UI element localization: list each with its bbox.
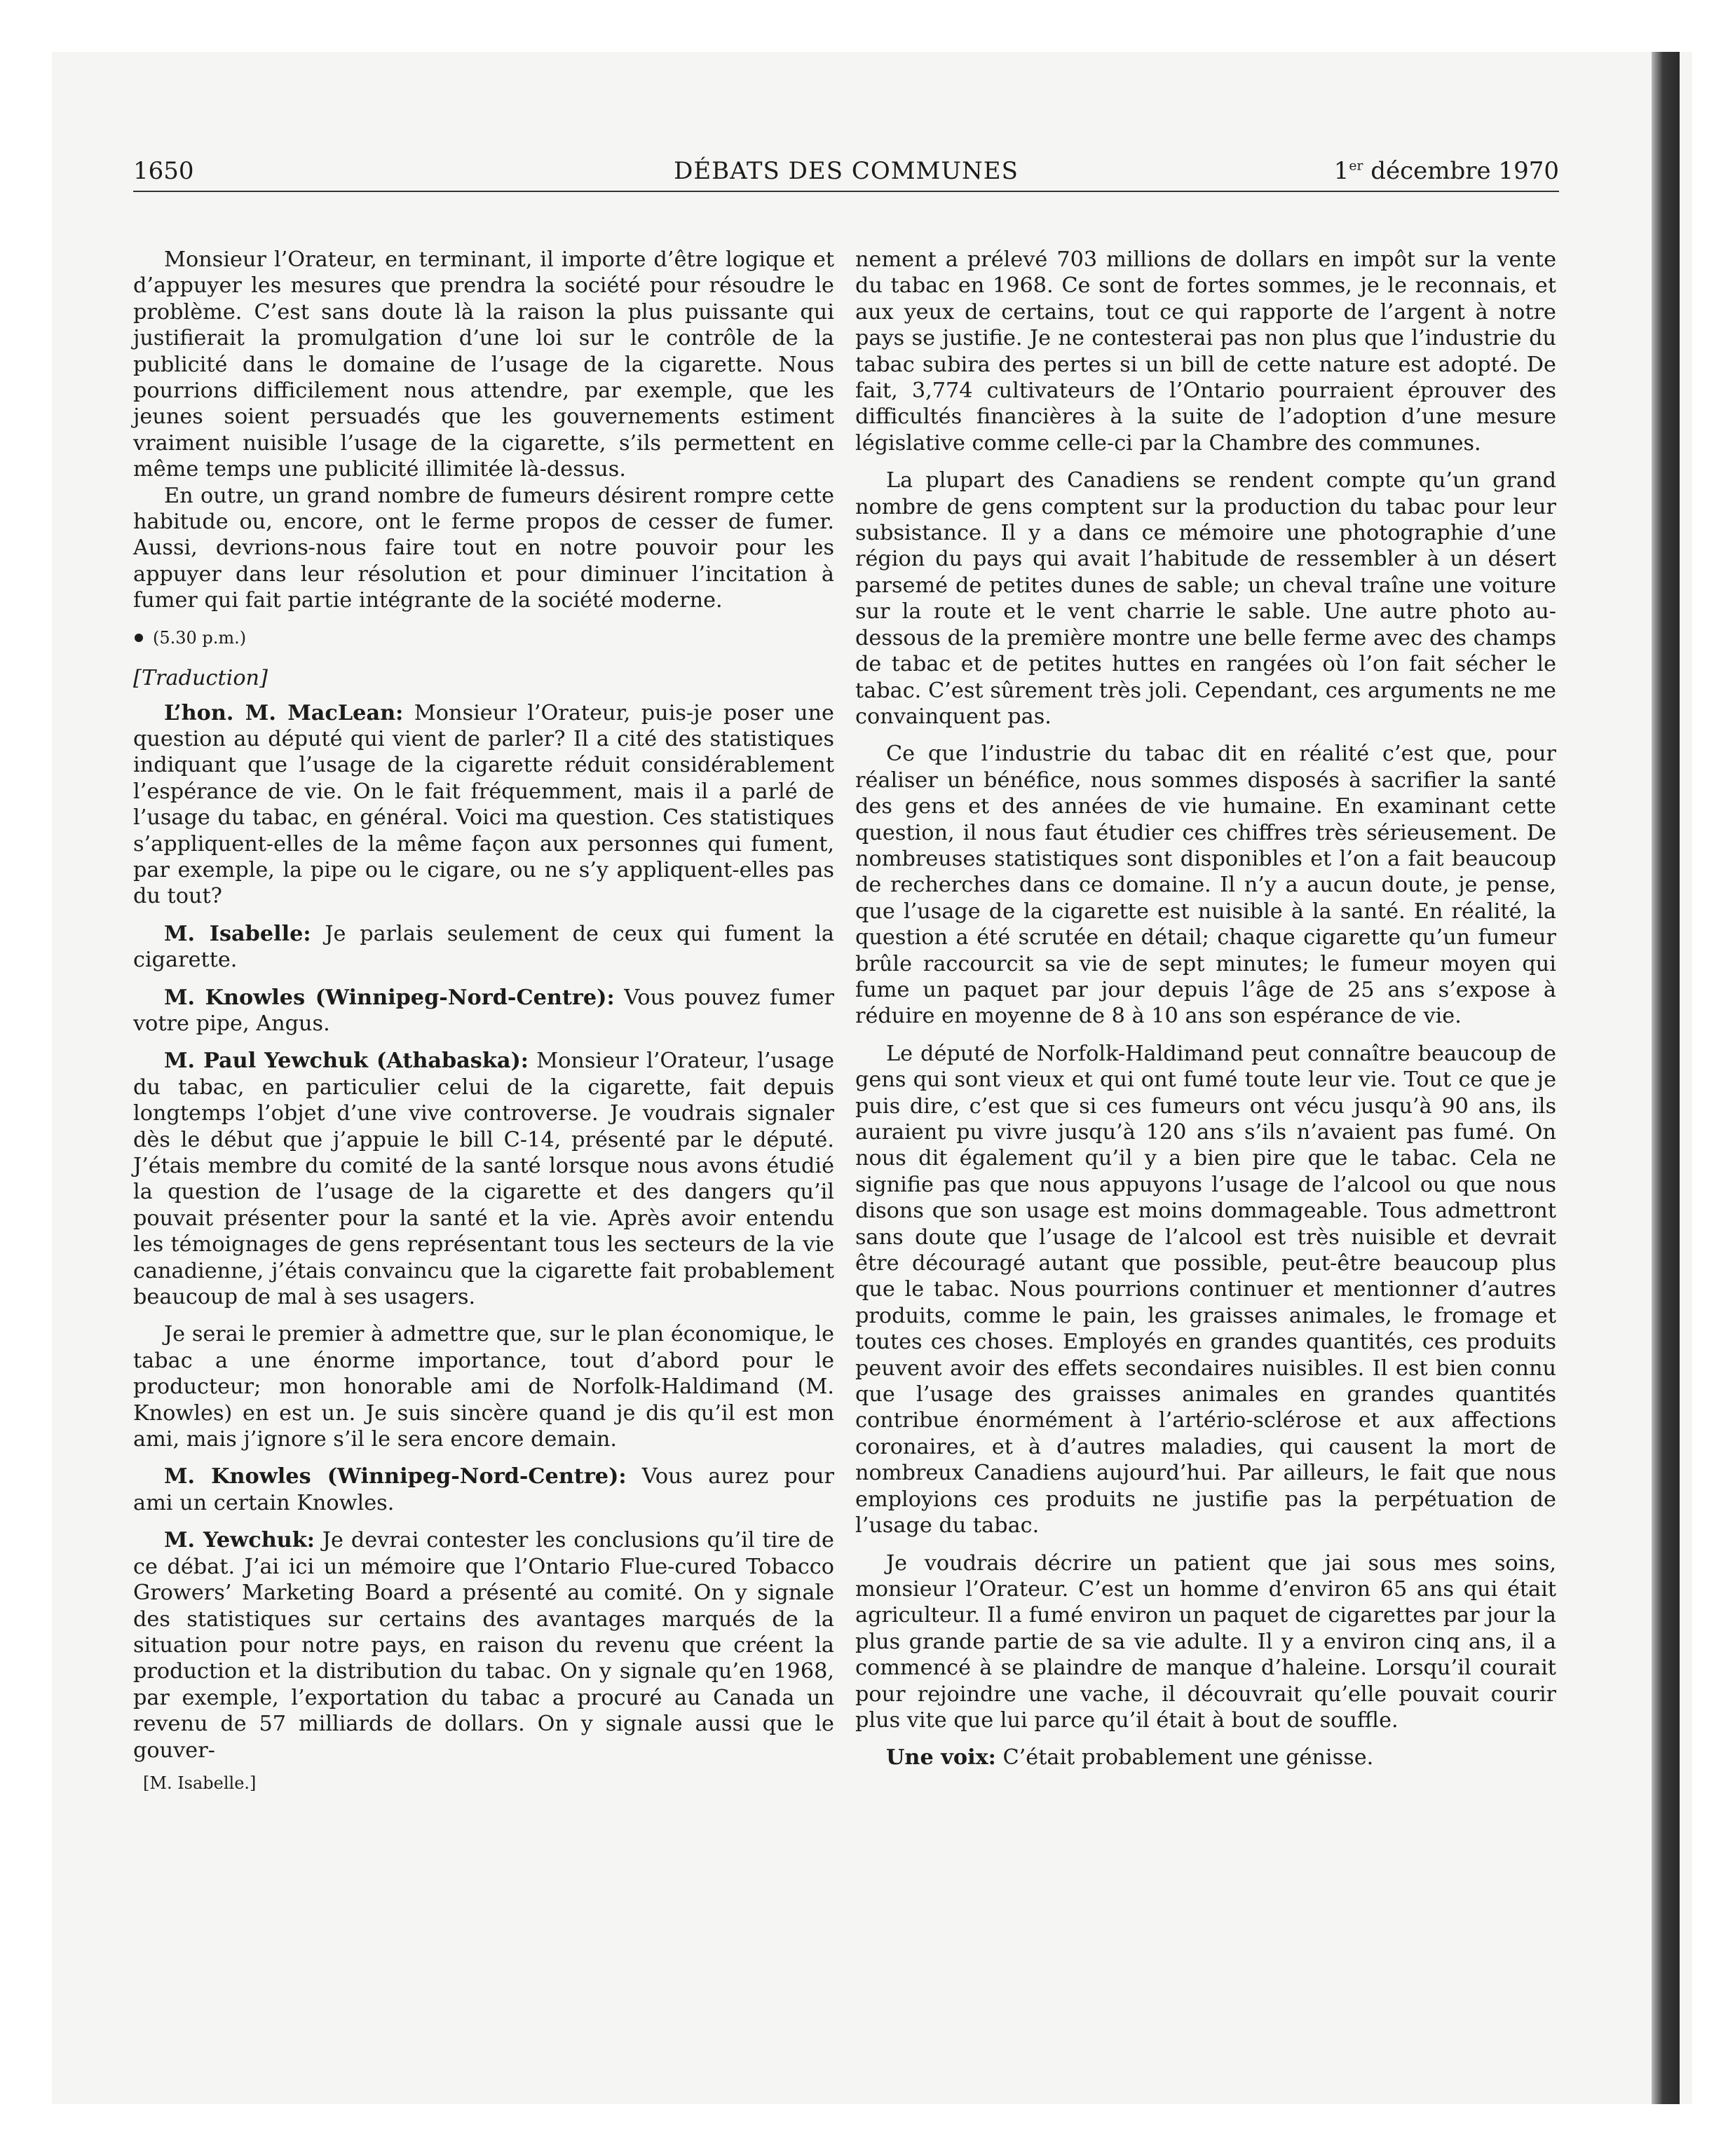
speech-text: C’était probablement une génisse. xyxy=(995,1745,1374,1770)
page-header xyxy=(133,156,1559,196)
paragraph: Je serai le premier à admettre que, sur le plan économique, le tabac a une énorme importance, tout d’abord pour le producteur; mon honorable ami de Norfolk-Haldimand (M. Knowles) en est un. Je suis sincère quand je dis qu’il est mon ami, mais j’ignore s’il le sera encore demain. xyxy=(133,1322,834,1452)
scan-edge-shadow xyxy=(1652,52,1680,2104)
speaker-name: M. Knowles (Winnipeg-Nord-Centre): xyxy=(164,1464,627,1489)
speech-text: Je devrai contester les conclusions qu’il tire de ce débat. J’ai ici un mémoire que l’Ontario Flue-cured Tobacco Growers’ Marketing Board a présenté au comité. On y signale des statistiques sur certains des avantages marqués de la situation pour notre pays, en raison du revenu que créent la production et la distribution du tabac. On y signale qu’en 1968, par exemple, l’exportation du tabac a procuré au Canada un revenu de 57 milliards de dollars. On y signale aussi que le gouver- xyxy=(133,1528,834,1763)
speech xyxy=(133,985,834,1037)
speech-text: Je parlais seulement de ceux qui fument la cigarette. xyxy=(133,921,834,973)
paragraph: Je voudrais décrire un patient que jai sous mes soins, monsieur l’Orateur. C’est un homme d’environ 65 ans qui était agriculteur. Il a fumé environ un paquet de cigarettes par jour la plus grande partie de sa vie adulte. Il y a environ cinq ans, il a commencé à se plaindre de manque d’haleine. Lorsqu’il courait pour rejoindre une vache, il découvrait qu’elle pouvait courir plus vite que lui parce qu’il était à bout de souffle. xyxy=(855,1550,1556,1733)
speech xyxy=(133,700,834,910)
time-stamp-text: (5.30 p.m.) xyxy=(153,627,247,648)
speaker-name: L’hon. M. MacLean: xyxy=(164,700,404,725)
page-date xyxy=(1334,156,1559,186)
left-column xyxy=(133,247,834,1796)
date-month-year: décembre 1970 xyxy=(1363,157,1559,185)
right-column xyxy=(855,247,1556,1782)
speech xyxy=(133,921,834,974)
speech-text: Vous aurez pour ami un certain Knowles. xyxy=(133,1464,835,1515)
paragraph: En outre, un grand nombre de fumeurs désirent rompre cette habitude ou, encore, ont le ferme propos de cesser de fumer. Aussi, devrions-nous faire tout en notre pouvoir pour les appuyer dans leur résolution et pour diminuer l’incitation à fumer qui fait partie intégrante de la société moderne. xyxy=(133,483,834,613)
translation-note: [Traduction] xyxy=(133,666,268,691)
speech xyxy=(133,1527,834,1763)
speaker-footnote: [M. Isabelle.] xyxy=(143,1773,257,1793)
speaker-name: M. Paul Yewchuk (Athabaska): xyxy=(164,1049,529,1074)
page-number: 1650 xyxy=(133,157,194,185)
date-day: 1 xyxy=(1333,157,1349,185)
speaker-name: M. Isabelle: xyxy=(164,921,311,946)
paragraph: Le député de Norfolk-Haldimand peut connaître beaucoup de gens qui sont vieux et qui ont fumé toute leur vie. Tout ce que je puis dire, c’est que si ces fumeurs ont vécu jusqu’à 90 ans, ils auraient pu vivre jusqu’à 120 ans s’ils n’avaient pas fumé. On nous dit également qu’il y a bien pire que le tabac. Cela ne signifie pas que nous appuyons l’usage de l’alcool ou que nous disons que son usage est moins dommageable. Tous admettront sans doute que l’usage de l’alcool est très nuisible et devrait être découragé autant que possible, peut-être beaucoup plus que le tabac. Nous pourrions continuer et mentionner d’autres produits, comme le pain, les graisses animales, le fromage et toutes ces choses. Employés en grandes quantités, ces produits peuvent avoir des effets secondaires nuisibles. Il est bien connu que l’usage des graisses animales en grandes quantités contribue énormément à l’artério-sclérose et aux affections coronaires, et à d’autres maladies, qui causent la mort de nombreux Canadiens aujourd’hui. Par ailleurs, le fait que nous employions ces produits ne justifie pas la perpétuation de l’usage du tabac. xyxy=(855,1041,1556,1538)
speech-text: Monsieur l’Orateur, l’usage du tabac, en particulier celui de la cigarette, fait depuis longtemps l’objet d’une vive controverse. Je voudrais signaler dès le début que j’appuie le bill C-14, présenté par le député. J’étais membre du comité de la santé lorsque nous avons étudié la question de l’usage de la cigarette et des dangers qu’il pouvait présenter pour la santé et la vie. Après avoir entendu les témoignages de gens représentant tous les secteurs de la vie canadienne, j’étais convaincu que la cigarette fait probablement beaucoup de mal à ses usagers. xyxy=(133,1049,835,1310)
date-superscript: er xyxy=(1349,158,1363,174)
speech xyxy=(133,1048,834,1310)
header-rule xyxy=(133,191,1559,192)
speaker-name: M. Knowles (Winnipeg-Nord-Centre): xyxy=(164,985,615,1010)
speech xyxy=(133,1464,834,1516)
speech xyxy=(855,1745,1556,1770)
speaker-name: Une voix: xyxy=(886,1745,996,1770)
running-title: DÉBATS DES COMMUNES xyxy=(674,157,1019,185)
paragraph: Ce que l’industrie du tabac dit en réalité c’est que, pour réaliser un bénéfice, nous sommes disposés à sacrifier la santé des gens et des années de vie humaine. En examinant cette question, il nous faut étudier ces chiffres très sérieusement. De nombreuses statistiques sont disponibles et l’on a fait beaucoup de recherches dans ce domaine. Il n’y a aucun doute, je pense, que l’usage de la cigarette est nuisible à la santé. En réalité, la question a été scrutée en détail; chaque cigarette qu’un fumeur brûle raccourcit sa vie de sept minutes; le fumeur moyen qui fume un paquet par jour depuis l’âge de 25 ans s’expose à réduire en moyenne de 8 à 10 ans son espérance de vie. xyxy=(855,742,1556,1029)
speech-text: Monsieur l’Orateur, puis-je poser une question au député qui vient de parler? Il a cité des statistiques indiquant que l’usage de la cigarette réduit considérablement l’espérance de vie. On le fait fréquemment, mais il a parlé de l’usage du tabac, en général. Voici ma question. Ces statistiques s’appliquent-elles de la même façon aux personnes qui fument, par exemple, la pipe ou le cigare, ou ne s’y appliquent-elles pas du tout? xyxy=(133,700,834,909)
paragraph: La plupart des Canadiens se rendent compte qu’un grand nombre de gens comptent sur la production du tabac pour leur subsistance. Il y a dans ce mémoire une photographie d’une région du pays qui avait l’habitude de ressembler à un désert parsemé de petites dunes de sable; un cheval traîne une voiture sur la route et le vent charrie le sable. Une autre photo au-dessous de la première montre une belle ferme avec des champs de tabac et de petites huttes en rangées où l’on fait sécher le tabac. C’est sûrement très joli. Cependant, ces arguments ne me convainquent pas. xyxy=(855,468,1556,729)
bullet-icon xyxy=(135,634,143,642)
paragraph: nement a prélevé 703 millions de dollars en impôt sur la vente du tabac en 1968. Ce sont de fortes sommes, je le reconnais, et aux yeux de certains, tout ce qui rapporte de l’argent à notre pays se justifie. Je ne contesterai pas non plus que l’industrie du tabac subira des pertes si un bill de cette nature est adopté. De fait, 3,774 cultivateurs de l’Ontario pourraient éprouver des difficultés financières à la suite de l’adoption d’une mesure législative comme celle-ci par la Chambre des communes. xyxy=(855,247,1556,456)
paragraph: Monsieur l’Orateur, en terminant, il importe d’être logique et d’appuyer les mesures que prendra la société pour résoudre le problème. C’est sans doute là la raison la plus puissante qui justifierait la promulgation d’une loi sur le contrôle de la publicité dans le domaine de l’usage de la cigarette. Nous pourrions difficilement nous attendre, par exemple, que les jeunes soient persuadés que les gouvernements estiment vraiment nuisible l’usage de la cigarette, s’ils permettent en même temps une publicité illimitée là-dessus. xyxy=(133,247,834,482)
time-stamp xyxy=(133,625,834,651)
speech-text: Vous pouvez fumer votre pipe, Angus. xyxy=(133,985,835,1036)
speaker-name: M. Yewchuk: xyxy=(164,1528,315,1553)
